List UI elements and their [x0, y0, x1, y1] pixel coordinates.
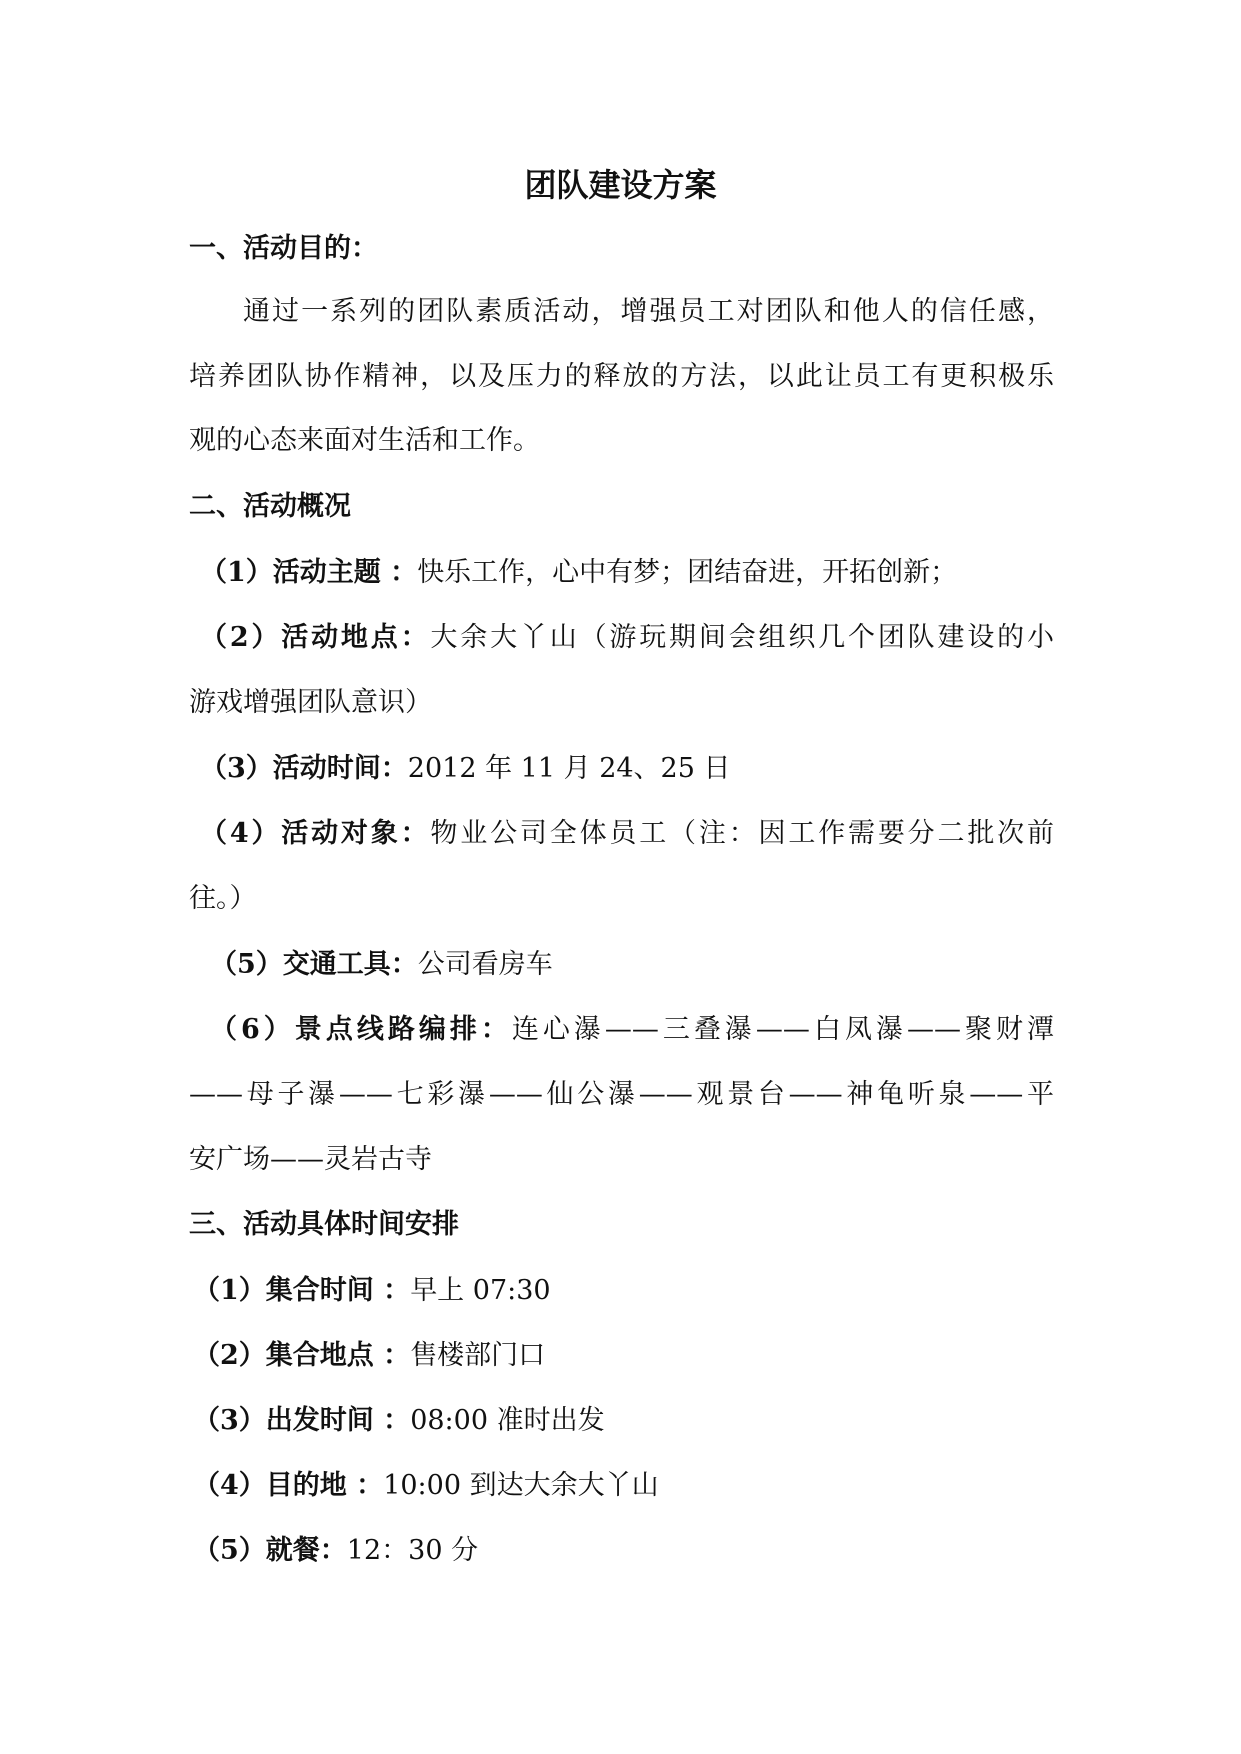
section-2-heading: 二、活动概况: [189, 491, 351, 522]
schedule-item-destination: [193, 1469, 659, 1503]
item-value: 12：30 分: [346, 1535, 479, 1566]
item-label: （3）出发时间 ：: [193, 1405, 411, 1436]
schedule-item-gather-place: [193, 1339, 545, 1373]
section-1-line-1: 通过一系列的团队素质活动，增强员工对团队和他人的信任感，: [243, 296, 1054, 327]
schedule-item-meal: [193, 1534, 478, 1568]
item-value: 公司看房车: [417, 949, 553, 980]
document-title: 团队建设方案: [524, 166, 717, 204]
item-label: （4）目的地 ：: [193, 1470, 384, 1501]
overview-item-target-cont: 往。）: [189, 883, 257, 914]
overview-item-transport: [210, 948, 553, 982]
overview-item-location: [200, 621, 1054, 655]
overview-item-route-cont: ——母子瀑——七彩瀑——仙公瀑——观景台——神龟听泉——平: [189, 1079, 1054, 1110]
overview-item-location-cont: 游戏增强团队意识）: [189, 687, 432, 718]
section-1-line-2: 培养团队协作精神，以及压力的释放的方法，以此让员工有更积极乐: [189, 361, 1054, 392]
item-value: 物业公司全体员工（注：因工作需要分二批次前: [430, 818, 1054, 849]
item-label: （1）活动主题 ：: [200, 557, 418, 588]
item-label: （5）就餐：: [193, 1535, 347, 1566]
item-label: （5）交通工具：: [210, 949, 418, 980]
overview-item-target: [200, 817, 1054, 851]
section-1-heading: 一、活动目的：: [189, 233, 378, 264]
section-1-line-3: 观的心态来面对生活和工作。: [189, 425, 540, 456]
item-label: （3）活动时间：: [200, 753, 408, 784]
overview-item-time: [200, 752, 731, 786]
overview-item-route-cont-2: 安广场——灵岩古寺: [189, 1144, 432, 1175]
item-label: （2）活动地点：: [200, 622, 431, 653]
section-3-heading: 三、活动具体时间安排: [189, 1209, 459, 1240]
schedule-item-gather-time: [193, 1274, 551, 1308]
item-value: 早上 07:30: [410, 1275, 551, 1306]
overview-item-theme: [200, 556, 957, 590]
item-label: （6）景点线路编排：: [210, 1014, 512, 1045]
item-label: （2）集合地点 ：: [193, 1340, 411, 1371]
item-label: （1）集合时间 ：: [193, 1275, 411, 1306]
item-value: 快乐工作，心中有梦；团结奋进，开拓创新；: [417, 557, 958, 588]
item-value: 大余大丫山（游玩期间会组织几个团队建设的小: [430, 622, 1054, 653]
item-label: （4）活动对象：: [200, 818, 431, 849]
item-value: 10:00 到达大余大丫山: [383, 1470, 659, 1501]
overview-item-route: [210, 1013, 1054, 1047]
item-value: 连心瀑——三叠瀑——白凤瀑——聚财潭: [511, 1014, 1054, 1045]
item-value: 08:00 准时出发: [410, 1405, 605, 1436]
item-value: 售楼部门口: [410, 1340, 546, 1371]
item-value: 2012 年 11 月 24、25 日: [407, 753, 731, 784]
schedule-item-departure: [193, 1404, 605, 1438]
